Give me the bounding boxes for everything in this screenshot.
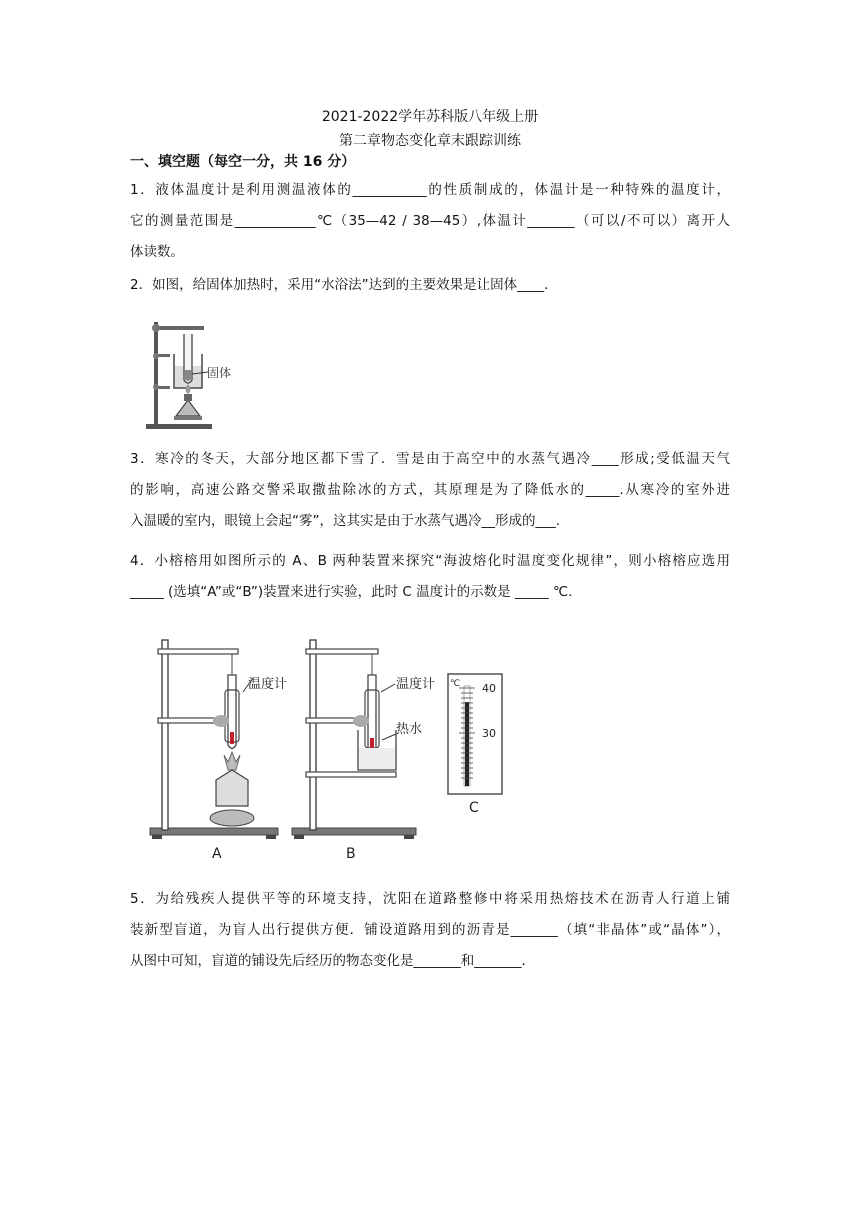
question-2 <box>130 270 730 301</box>
melting-experiment-figure <box>140 630 520 870</box>
question-3 <box>130 444 730 537</box>
document-subtitle: 第二章物态变化章末跟踪训练 <box>339 133 521 149</box>
question-line: 体读数。 <box>130 244 184 260</box>
water-bath-figure <box>140 316 250 436</box>
thermometer-scale-30: 30 <box>482 727 496 740</box>
question-line: 从图中可知，盲道的铺设先后经历的物态变化是_______和_______． <box>130 953 535 969</box>
label-apparatus-b: B <box>346 846 356 862</box>
question-line: 1．液体温度计是利用测温液体的___________的性质制成的，体温计是一种特殊的温度计， <box>130 182 730 198</box>
question-line: 它的测量范围是____________℃（35—42 / 38—45）,体温计_______（可以/不可以）离开人 <box>130 213 730 229</box>
question-line: 2．如图，给固体加热时，采用“水浴法”达到的主要效果是让固体____． <box>130 277 558 293</box>
question-1 <box>130 175 730 268</box>
section-heading: 一、填空题（每空一分，共 16 分） <box>130 154 356 170</box>
question-5 <box>130 884 730 977</box>
question-line: 5．为给残疾人提供平等的环境支持，沈阳在道路整修中将采用热熔技术在沥青人行道上铺 <box>130 891 730 907</box>
thermometer-scale-40: 40 <box>482 682 496 695</box>
document-title: 2021-2022学年苏科版八年级上册 <box>321 109 539 125</box>
label-apparatus-a: A <box>212 846 222 862</box>
thermometer-unit: ℃ <box>450 679 461 689</box>
question-line: 4．小榕榕用如图所示的 A、B 两种装置来探究“海波熔化时温度变化规律”，则小榕榕应选用 <box>130 553 730 569</box>
figure-label-solid: 固体 <box>207 366 232 380</box>
question-line: 入温暖的室内，眼镜上会起“雾”，这其实是由于水蒸气遇冷__形成的___. <box>130 513 561 529</box>
label-thermometer-b: 温度计 <box>396 677 436 692</box>
question-line: 的影响，高速公路交警采取撒盐除冰的方式，其原理是为了降低水的_____.从寒冷的室外进 <box>130 482 730 498</box>
question-4 <box>130 546 730 608</box>
question-line: 3．寒冷的冬天，大部分地区都下雪了．雪是由于高空中的水蒸气遇冷____形成;受低温天气 <box>130 451 730 467</box>
question-line: _____ (选填“A”或“B”)装置来进行实验，此时 C 温度计的示数是 _____ ℃． <box>130 584 582 600</box>
question-line: 装新型盲道，为盲人出行提供方便．铺设道路用到的沥青是_______（填“非晶体”或“晶体”）， <box>130 922 730 938</box>
label-hot-water: 热水 <box>396 722 423 737</box>
label-thermometer-a: 温度计 <box>248 677 288 692</box>
label-thermometer-c: C <box>469 800 479 816</box>
